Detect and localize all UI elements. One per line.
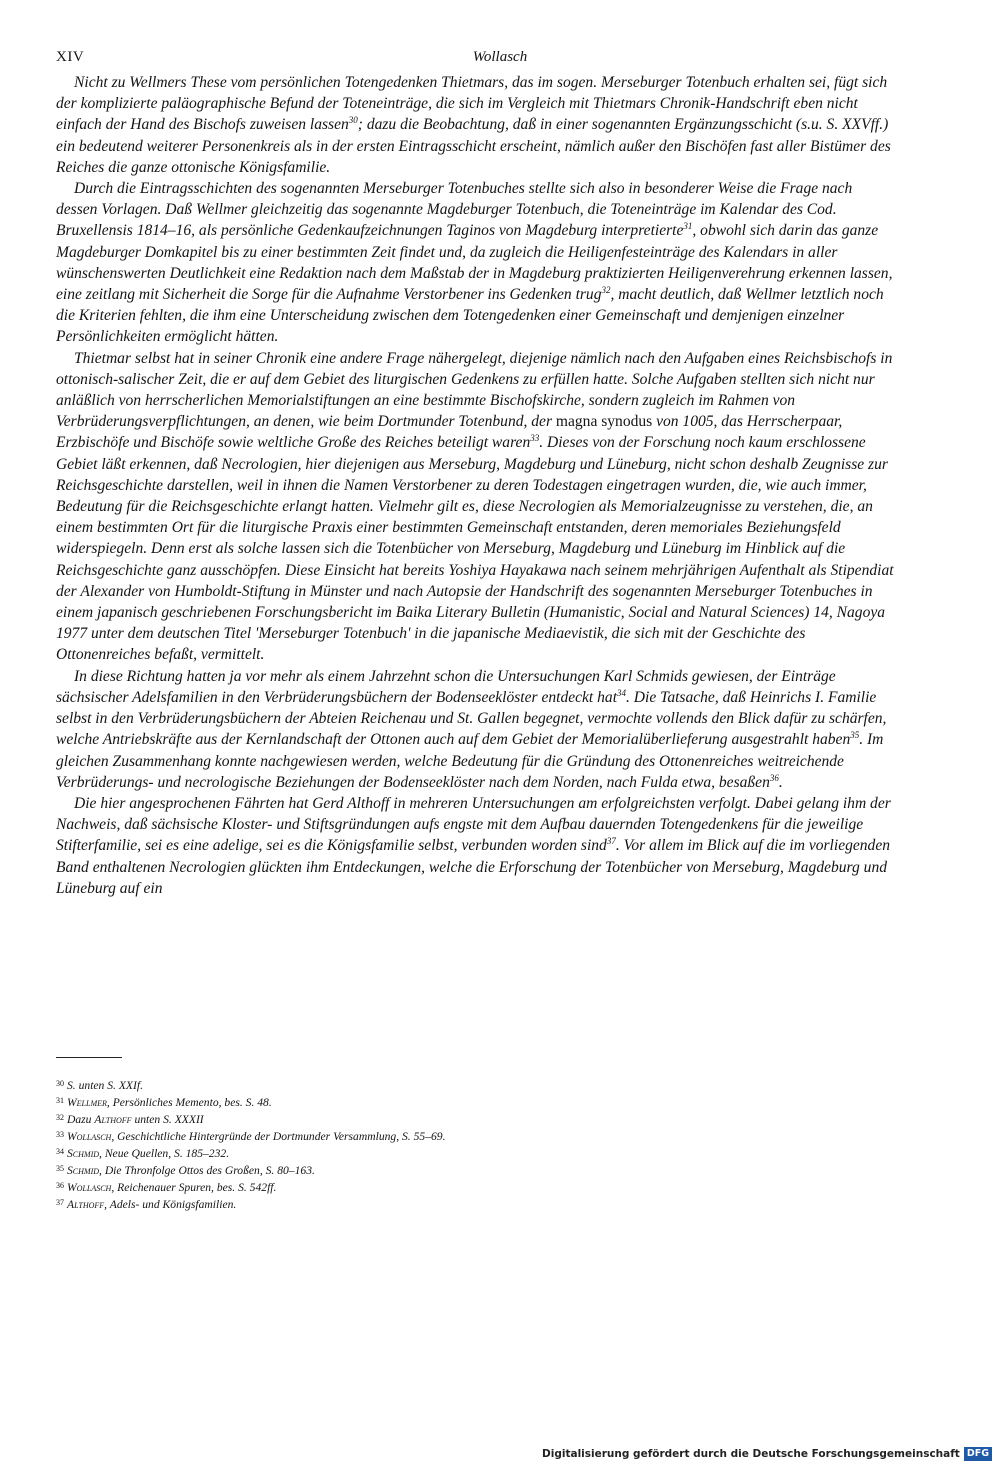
paragraph: [56, 72, 894, 178]
footnote-separator: [56, 1057, 122, 1058]
page-number: XIV: [56, 49, 85, 65]
footnote: [56, 1076, 894, 1093]
text-run: , obwohl sich darin das ganze Magdeburger Domkapitel bis zu einer bestimmten Zeit findet und, da zugleich die Heiligenfesteinträge des Kalendars in aller wünschenswerten Deutlichkeit eine Redaktion nach dem Maßstab der in Magdeburg praktizierten Heiligenverehrung erkennen lassen, eine zeitlang mit Sicherheit die Sorge für die Aufnahme Verstorbener ins Gedenken trug: [56, 222, 893, 304]
paragraph: [56, 793, 894, 899]
author-name: Schmid: [67, 1147, 100, 1160]
paragraph: [56, 666, 894, 793]
footnotes: [56, 1076, 894, 1212]
footnote: [56, 1110, 894, 1127]
credit-text: Digitalisierung gefördert durch die Deutsche Forschungsgemeinschaft: [542, 1448, 960, 1460]
footnote-number: 33: [56, 1130, 64, 1139]
footnote-ref: 37: [606, 836, 616, 847]
text-run: Die hier angesprochenen Fährten hat Gerd Althoff in mehreren Untersuchungen am erfolgreichsten verfolgt. Dabei gelang ihm der Nachweis, daß sächsische Kloster- und Stiftsgründungen aufs engste mit dem Aufbau dauernden Totengedenkens für die jeweilige Stifterfamilie, sei es eine adelige, sei es die Königsfamilie selbst, verbunden worden sind: [56, 794, 891, 855]
footnote: [56, 1144, 894, 1161]
author-name: Wollasch: [67, 1181, 112, 1194]
footnote-number: 31: [56, 1096, 64, 1105]
text-run: . Dieses von der Forschung noch kaum erschlossene Gebiet läßt erkennen, daß Necrologien, hier diejenigen aus Merseburg, Magdeburg und Lüneburg, nicht schon deshalb Zeugnisse zur Reichsgeschichte darstellen, weil in ihnen die Namen Verstorbener zu deren Todestagen eingetragen wurden, die, wie auch immer, Bedeutung für die Reichsgeschichte erlangt hatten. Vielmehr gilt es, diese Necrologien als Memorialzeugnisse zu verstehen, die, an einem bestimmten Ort für die liturgische Praxis einer bestimmten Gemeinschaft entstanden, deren memoriales Beziehungsfeld widerspiegeln. Denn erst als solche lassen sich die Totenbücher von Merseburg, Magdeburg und Lüneburg im Hinblick auf die Reichsgeschichte ganz ausschöpfen. Diese Einsicht hat bereits Yoshiya Hayakawa nach seinem mehrjährigen Aufenthalt als Stipendiat der Alexander von Humboldt-Stiftung in Münster und nach Autopsie der Handschrift des sogenannten Merseburger Totenbuches in einem japanisch geschriebenen Forschungsbericht im Baika Literary Bulletin (Humanistic, Social and Natural Sciences) 14, Nagoya 1977 unter dem deutschen Titel 'Merseburger Totenbuch' in die japanische Mediaevistik, die sich mit der Geschichte des Ottonenreiches befaßt, vermittelt.: [56, 434, 894, 664]
text-run: . Im gleichen Zusammenhang konnte nachgewiesen werden, welche Bedeutung für die Gründung des Ottonenreiches weitreichende Verbrüderungs- und necrologische Beziehungen der Bodenseeklöster nach dem Norden, nach Fulda etwa, besaßen: [56, 731, 884, 791]
footnote-ref: 34: [617, 687, 627, 698]
text-run: , Reichenauer Spuren, bes. S. 542ff.: [111, 1181, 277, 1194]
footnote: [56, 1161, 894, 1178]
text-run: , Neue Quellen, S. 185–232.: [99, 1147, 230, 1160]
roman-phrase: magna synodus: [555, 413, 653, 431]
text-run: von 1005, das Herrscherpaar, Erzbischöfe und Bischöfe sowie weltliche Große des Reiches beteiligt waren: [56, 413, 843, 452]
footnote: [56, 1093, 894, 1110]
dfg-logo: DFG: [964, 1447, 992, 1461]
author-name: Wollasch: [67, 1130, 112, 1143]
text-run: . Die Tatsache, daß Heinrichs I. Familie selbst in den Verbrüderungsbüchern der Abteien Reichenau und St. Gallen begegnet, vermochte vollends den Blick dafür zu schärfen, welche Antriebskräfte aus der Kernlandschaft der Ottonen auch auf dem Gebiet der Memorialüberlieferung ausgestrahlt haben: [56, 688, 887, 749]
text-run: . Vor allem im Blick auf die im vorliegenden Band enthaltenen Necrologien glückten ihm Entdeckungen, welche die Erforschung der Totenbücher von Merseburg, Magdeburg und Lüneburg auf ein: [56, 837, 890, 897]
footnote-number: 36: [56, 1181, 64, 1190]
text-run: Durch die Eintragsschichten des sogenannten Merseburger Totenbuches stellte sich also in besonderer Weise die Frage nach dessen Vorlagen. Daß Wellmer gleichzeitig das sogenannte Magdeburger Totenbuch, die Toteneinträge im Kalendar des Cod. Bruxellensis 1814–16, als persönliche Gedenkaufzeichnungen Taginos von Magdeburg interpretierte: [56, 180, 853, 240]
footnote-number: 34: [56, 1147, 64, 1156]
footnote: [56, 1195, 894, 1212]
paragraph: [56, 178, 894, 348]
text-run: unten S. XXXII: [131, 1113, 204, 1126]
footnote-ref: 30: [348, 115, 358, 126]
author-name: Schmid: [67, 1164, 100, 1177]
text-run: , Adels- und Königsfamilien.: [104, 1198, 237, 1211]
footnote-number: 35: [56, 1164, 64, 1173]
footnote-number: 37: [56, 1198, 64, 1207]
text-run: , Persönliches Memento, bes. S. 48.: [106, 1096, 272, 1109]
text-run: , macht deutlich, daß Wellmer letztlich noch die Kriterien fehlten, die ihm eine Unterscheidung zwischen dem Totengedenken einer Gemeinschaft und demjenigen einzelner Persönlichkeiten ermöglicht hätten.: [56, 286, 884, 346]
paragraph: [56, 348, 894, 666]
author-name: Althoff: [67, 1198, 105, 1211]
running-head: Wollasch: [472, 49, 528, 65]
author-name: Althoff: [94, 1113, 132, 1126]
text-run: ; dazu die Beobachtung, daß in einer sogenannten Ergänzungsschicht (s.u. S. XXVff.) ein bedeutend weiterer Personenkreis als in der ersten Eintragsschicht erscheint, nämlich außer den Bischöfen fast aller Bistümer des Reiches die ganze ottonische Königsfamilie.: [56, 116, 891, 176]
digitization-credit: [542, 1447, 992, 1461]
footnote-ref: 33: [530, 433, 540, 444]
footnote: [56, 1127, 894, 1144]
footnote-number: 30: [56, 1079, 64, 1088]
text-run: Dazu: [67, 1113, 95, 1126]
footnote-ref: 35: [850, 730, 860, 741]
text-run: Thietmar selbst hat in seiner Chronik eine andere Frage nähergelegt, diejenige nämlich nach den Aufgaben eines Reichsbischofs in ottonisch-salischer Zeit, die er auf dem Gebiet des liturgischen Gedenkens zu erfüllen hatte. Solche Aufgaben stellten sich nicht nur anläßlich von herrscherlichen Memorialstiftungen an eine bestimmte Bischofskirche, sondern zugleich im Rahmen von Verbrüderungsverpflichtungen, an denen, wie beim Dortmunder Totenbund, der: [56, 349, 893, 431]
footnote-ref: 32: [601, 284, 611, 295]
text-run: Nicht zu Wellmers These vom persönlichen Totengedenken Thietmars, das im sogen. Merseburger Totenbuch erhalten sei, fügt sich der komplizierte paläographische Befund der Toteneinträge, die sich im Vergleich mit Thietmars Chronik-Handschrift eben nicht einfach der Hand des Bischofs zuweisen lassen: [56, 74, 888, 134]
text-run: In diese Richtung hatten ja vor mehr als einem Jahrzehnt schon die Untersuchungen Karl Schmids gewiesen, der Einträge sächsischer Adelsfamilien in den Verbrüderungsbüchern der Bodenseeklöster entdeckt hat: [56, 667, 836, 706]
footnote: [56, 1178, 894, 1195]
footnote-ref: 31: [683, 221, 693, 232]
text-run: .: [778, 773, 783, 791]
author-name: Wellmer: [67, 1096, 107, 1109]
text-run: , Geschichtliche Hintergründe der Dortmunder Versammlung, S. 55–69.: [111, 1130, 446, 1143]
main-text: [56, 72, 894, 899]
text-run: , Die Thronfolge Ottos des Großen, S. 80–163.: [99, 1164, 315, 1177]
footnote-ref: 36: [769, 772, 779, 783]
text-run: S. unten S. XXIf.: [67, 1079, 143, 1092]
footnote-number: 32: [56, 1113, 64, 1122]
